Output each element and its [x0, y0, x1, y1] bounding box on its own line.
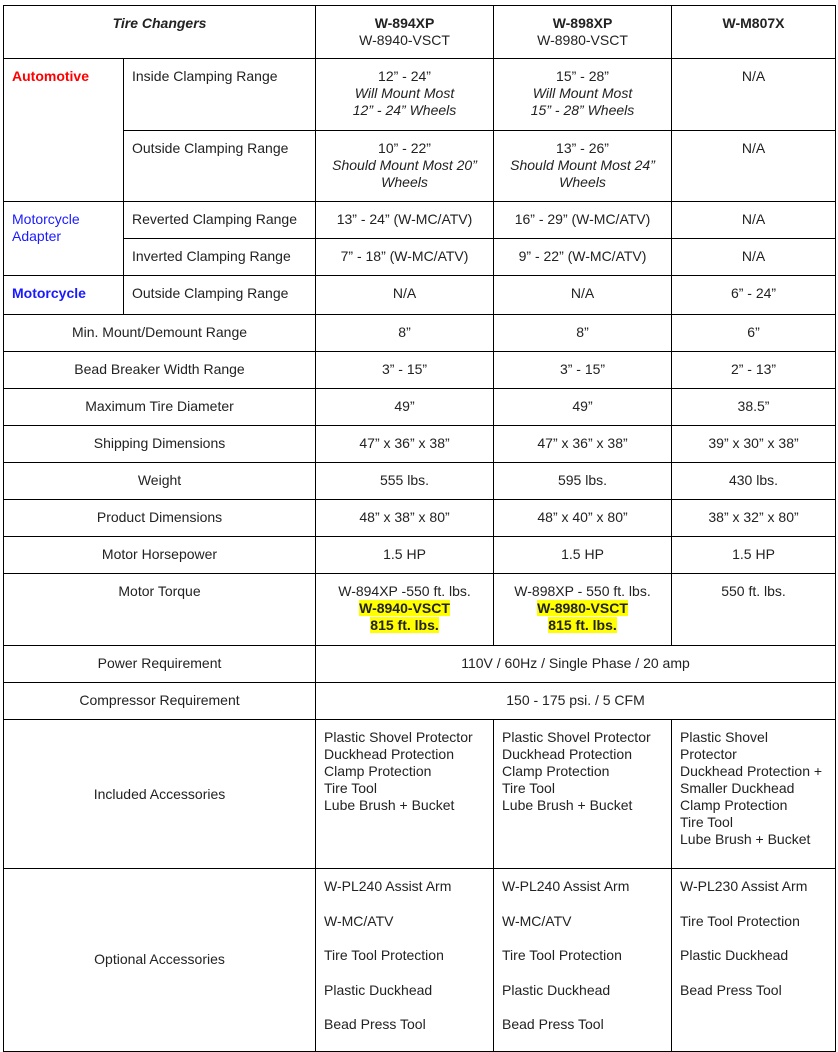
- spec-value: [316, 131, 494, 202]
- cell-line: N/A: [741, 211, 766, 227]
- spec-value: [494, 276, 672, 315]
- spec-value: [316, 59, 494, 131]
- accessory-item: Tire Tool: [680, 814, 733, 830]
- cell-line: Will Mount Most: [532, 85, 633, 101]
- spec-label-text: Bead Breaker Width Range: [74, 361, 245, 377]
- cell-line: 47” x 36” x 38”: [537, 435, 628, 451]
- spec-label-text: Reverted Clamping Range: [132, 211, 297, 227]
- cell-line: 550 ft. lbs.: [721, 583, 786, 599]
- optional-accessories-row: [4, 869, 836, 1052]
- spec-label-text: Shipping Dimensions: [93, 435, 226, 451]
- spec-label: [124, 59, 316, 131]
- cell-line: 47” x 36” x 38”: [359, 435, 450, 451]
- spec-value: [494, 500, 672, 537]
- cell-line: N/A: [741, 140, 766, 156]
- spec-row: [4, 389, 836, 426]
- spec-value: [316, 463, 494, 500]
- accessory-item: Lube Brush + Bucket: [502, 797, 633, 813]
- cell-line: 49”: [572, 398, 593, 414]
- spec-value: [494, 574, 672, 646]
- cell-line: 8”: [398, 324, 411, 340]
- category-label: [4, 59, 124, 202]
- spec-value: [672, 239, 836, 276]
- cell-line: N/A: [741, 68, 766, 84]
- spec-row: [4, 315, 836, 352]
- cell-line: 1.5 HP: [561, 546, 604, 562]
- accessory-item: Tire Tool: [324, 780, 377, 796]
- spec-value: [494, 239, 672, 276]
- accessory-list: [316, 720, 494, 869]
- accessory-item: Duckhead Protection: [324, 746, 454, 762]
- spec-value: [672, 276, 836, 315]
- cell-line: 38” x 32” x 80”: [708, 509, 799, 525]
- category-name: Motorcycle: [12, 285, 86, 301]
- accessory-item: W-MC/ATV: [502, 912, 572, 929]
- cell-line: [324, 617, 485, 634]
- spec-label-text: Weight: [137, 472, 182, 488]
- cell-line: 9” - 22” (W-MC/ATV): [518, 248, 647, 264]
- model-header: [672, 6, 836, 59]
- accessory-list: [672, 869, 836, 1052]
- cell-line: 12” - 24” Wheels: [352, 102, 457, 118]
- cell-line: Wheels: [559, 174, 606, 190]
- spec-value: [316, 426, 494, 463]
- category-label: [4, 276, 124, 315]
- model-variant: W-8980-VSCT: [537, 32, 628, 48]
- spec-value: [316, 574, 494, 646]
- spec-label-text: Outside Clamping Range: [132, 285, 289, 301]
- cell-line: 39” x 30” x 38”: [708, 435, 799, 451]
- cell-line: 15” - 28”: [556, 68, 609, 84]
- model-header: [494, 6, 672, 59]
- table-title: Tire Changers: [112, 15, 207, 31]
- accessory-item: Lube Brush + Bucket: [324, 797, 455, 813]
- spec-value: [672, 315, 836, 352]
- accessory-item: Plastic Duckhead: [680, 947, 789, 963]
- spec-value: [494, 315, 672, 352]
- header-title-cell: [4, 6, 316, 59]
- category-name: Motorcycle Adapter: [12, 211, 80, 244]
- accessory-item: W-PL230 Assist Arm: [680, 878, 808, 894]
- spec-value: [672, 352, 836, 389]
- spec-value: [494, 389, 672, 426]
- spec-value: [316, 389, 494, 426]
- accessory-item: Duckhead Protection +: [680, 763, 823, 779]
- accessory-item: Clamp Protection: [324, 763, 432, 779]
- spec-value: [494, 426, 672, 463]
- cell-line: 13” - 26”: [556, 140, 609, 156]
- spec-value: [316, 500, 494, 537]
- cell-line: 10” - 22”: [378, 140, 431, 156]
- spec-label: [4, 646, 316, 683]
- cell-line: 1.5 HP: [383, 546, 426, 562]
- spec-value: [494, 537, 672, 574]
- highlighted-torque: W-8940-VSCT: [359, 600, 450, 616]
- cell-line: 48” x 38” x 80”: [359, 509, 450, 525]
- accessory-item: W-PL240 Assist Arm: [502, 878, 630, 894]
- cell-line: [502, 617, 663, 634]
- spec-value: [494, 131, 672, 202]
- cell-line: 8”: [576, 324, 589, 340]
- cell-line: 49”: [394, 398, 415, 414]
- spec-label-text: Compressor Requirement: [79, 692, 240, 708]
- spec-label: [4, 537, 316, 574]
- cell-line: 7” - 18” (W-MC/ATV): [340, 248, 469, 264]
- spec-label: [4, 720, 316, 869]
- accessory-item: W-MC/ATV: [324, 912, 394, 929]
- cell-line: [502, 600, 663, 617]
- spec-value: [316, 537, 494, 574]
- spec-label-text: Outside Clamping Range: [132, 140, 289, 156]
- cell-line: W-894XP -550 ft. lbs.: [338, 583, 471, 599]
- accessory-item: Tire Tool: [502, 780, 555, 796]
- cell-line: 6”: [747, 324, 760, 340]
- accessory-item: Plastic Shovel Protector: [324, 729, 473, 745]
- accessory-item: Bead Press Tool: [324, 1016, 426, 1032]
- highlighted-torque: 815 ft. lbs.: [548, 617, 617, 633]
- spec-row: [4, 537, 836, 574]
- spec-label: [4, 500, 316, 537]
- accessory-item: Tire Tool Protection: [502, 947, 622, 963]
- accessory-list: [494, 869, 672, 1052]
- spec-label-text: Inverted Clamping Range: [132, 248, 291, 264]
- spec-value: [672, 202, 836, 239]
- cell-line: 16” - 29” (W-MC/ATV): [514, 211, 651, 227]
- spec-value: [672, 59, 836, 131]
- cell-line: Should Mount Most 24”: [510, 157, 655, 173]
- category-row: [4, 276, 836, 315]
- accessory-item: Lube Brush + Bucket: [680, 831, 811, 847]
- spec-label: [4, 389, 316, 426]
- cell-line: N/A: [741, 248, 766, 264]
- category-row: [4, 202, 836, 239]
- cell-line: Will Mount Most: [354, 85, 455, 101]
- accessory-item: Plastic Shovel Protector: [502, 729, 651, 745]
- spec-value: [494, 352, 672, 389]
- category-row: [4, 131, 836, 202]
- shared-spec-row: [4, 683, 836, 720]
- accessory-list: [672, 720, 836, 869]
- header-row: [4, 6, 836, 59]
- accessory-list: [316, 869, 494, 1052]
- spec-label-text: Power Requirement: [97, 655, 222, 671]
- spec-value: [316, 276, 494, 315]
- spec-label: [124, 131, 316, 202]
- spec-value: [316, 646, 836, 683]
- accessory-item: Plastic Duckhead: [324, 981, 433, 998]
- accessory-item: Protector: [680, 746, 737, 762]
- model-name: W-894XP: [374, 15, 435, 31]
- spec-label-text: Motor Horsepower: [101, 546, 218, 562]
- spec-label: [4, 463, 316, 500]
- spec-table: [3, 5, 836, 1052]
- accessory-item: W-PL240 Assist Arm: [324, 878, 452, 894]
- accessory-item: Bead Press Tool: [680, 981, 782, 998]
- spec-row: [4, 463, 836, 500]
- cell-line: 48” x 40” x 80”: [537, 509, 628, 525]
- accessory-item: Plastic Shovel: [680, 729, 768, 745]
- spec-label: [4, 683, 316, 720]
- spec-label-text: Product Dimensions: [96, 509, 223, 525]
- cell-line: 555 lbs.: [379, 472, 430, 488]
- spec-value: [672, 537, 836, 574]
- spec-value: [494, 202, 672, 239]
- model-variant: W-8940-VSCT: [359, 32, 450, 48]
- cell-line: 15” - 28” Wheels: [530, 102, 635, 118]
- spec-label-text: Min. Mount/Demount Range: [71, 324, 248, 340]
- spec-row: [4, 352, 836, 389]
- spec-value: [316, 202, 494, 239]
- cell-line: 430 lbs.: [728, 472, 779, 488]
- spec-label: [4, 574, 316, 646]
- cell-line: W-898XP - 550 ft. lbs.: [514, 583, 651, 599]
- accessory-item: Clamp Protection: [502, 763, 610, 779]
- spec-label-text: Maximum Tire Diameter: [85, 398, 234, 414]
- cell-line: 110V / 60Hz / Single Phase / 20 amp: [461, 655, 690, 671]
- accessory-item: Plastic Duckhead: [502, 981, 611, 998]
- highlighted-torque: 815 ft. lbs.: [370, 617, 439, 633]
- spec-value: [316, 239, 494, 276]
- spec-label: [124, 276, 316, 315]
- accessory-item: Bead Press Tool: [502, 1016, 604, 1032]
- spec-value: [672, 500, 836, 537]
- included-accessories-row: [4, 720, 836, 869]
- spec-label: [124, 239, 316, 276]
- model-header: [316, 6, 494, 59]
- cell-line: Wheels: [381, 174, 428, 190]
- cell-line: 150 - 175 psi. / 5 CFM: [506, 692, 645, 708]
- cell-line: 12” - 24”: [378, 68, 431, 84]
- highlighted-torque: W-8980-VSCT: [537, 600, 628, 616]
- accessory-item: Tire Tool Protection: [324, 947, 444, 963]
- spec-row: [4, 500, 836, 537]
- spec-value: [316, 352, 494, 389]
- category-name: Automotive: [12, 68, 89, 84]
- spec-value: [316, 315, 494, 352]
- cell-line: 3” - 15”: [559, 361, 606, 377]
- spec-label-text: Optional Accessories: [94, 951, 225, 968]
- accessory-item: Duckhead Protection: [502, 746, 632, 762]
- accessory-item: Smaller Duckhead: [680, 780, 795, 796]
- accessory-list: [494, 720, 672, 869]
- spec-value: [316, 683, 836, 720]
- spec-label: [4, 352, 316, 389]
- spec-label: [4, 315, 316, 352]
- category-row: [4, 59, 836, 131]
- cell-line: Should Mount Most 20”: [332, 157, 477, 173]
- category-label: [4, 202, 124, 276]
- spec-value: [672, 389, 836, 426]
- cell-line: 38.5”: [737, 398, 770, 414]
- cell-line: 595 lbs.: [557, 472, 608, 488]
- accessory-item: Tire Tool Protection: [680, 912, 800, 929]
- spec-row: [4, 426, 836, 463]
- cell-line: 1.5 HP: [732, 546, 775, 562]
- spec-label: [4, 869, 316, 1052]
- spec-label-text: Inside Clamping Range: [132, 68, 278, 84]
- cell-line: N/A: [570, 285, 595, 301]
- cell-line: 13” - 24” (W-MC/ATV): [336, 211, 473, 227]
- category-row: [4, 239, 836, 276]
- accessory-item: Clamp Protection: [680, 797, 788, 813]
- cell-line: N/A: [392, 285, 417, 301]
- model-name: W-898XP: [552, 15, 613, 31]
- spec-label-text: Motor Torque: [118, 583, 201, 599]
- spec-value: [494, 59, 672, 131]
- shared-spec-row: [4, 646, 836, 683]
- spec-value: [672, 574, 836, 646]
- cell-line: [324, 600, 485, 617]
- spec-value: [672, 426, 836, 463]
- spec-value: [672, 131, 836, 202]
- motor-torque-row: [4, 574, 836, 646]
- cell-line: 2” - 13”: [730, 361, 777, 377]
- cell-line: 6” - 24”: [730, 285, 777, 301]
- spec-value: [672, 463, 836, 500]
- spec-label: [124, 202, 316, 239]
- spec-value: [494, 463, 672, 500]
- cell-line: 3” - 15”: [381, 361, 428, 377]
- spec-label: [4, 426, 316, 463]
- spec-label-text: Included Accessories: [93, 785, 226, 802]
- model-name: W-M807X: [722, 15, 785, 31]
